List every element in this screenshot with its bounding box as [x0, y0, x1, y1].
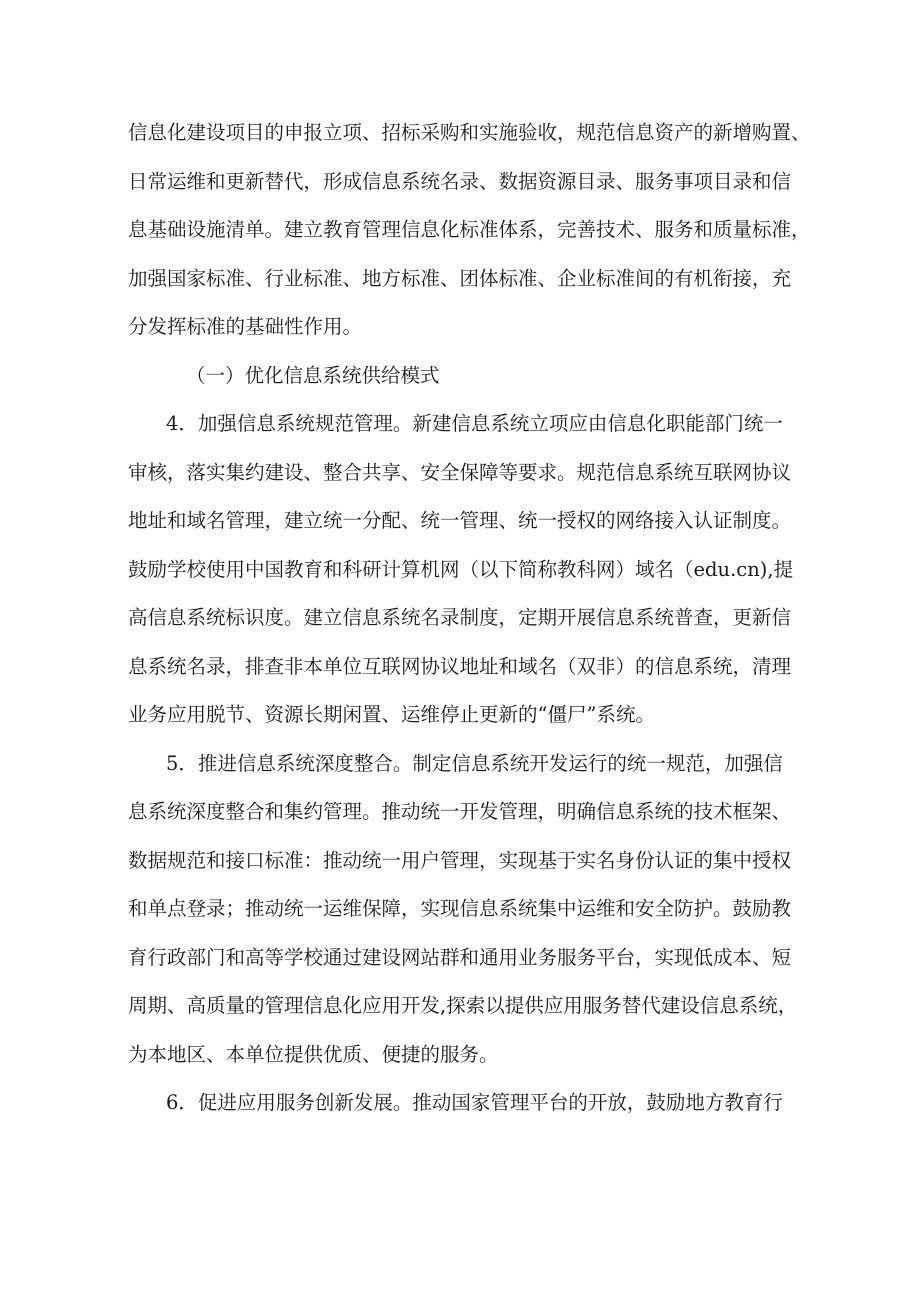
- section-heading: （一）优化信息系统供给模式: [186, 364, 440, 387]
- paragraph-line: 分发挥标准的基础性作用。: [128, 315, 363, 338]
- item-6-line: 6．促进应用服务创新发展。推动国家管理平台的开放，鼓励地方教育行: [166, 1091, 783, 1114]
- item-4-line: 鼓励学校使用中国教育和科研计算机网（以下简称教科网）域名（edu.cn),提: [128, 558, 794, 581]
- item-4-line: 息系统名录，排查非本单位互联网协议地址和域名（双非）的信息系统，清理: [128, 655, 792, 678]
- item-5-line: 周期、高质量的管理信息化应用开发,探索以提供应用服务替代建设信息系统，: [128, 994, 798, 1017]
- item-5-line: 为本地区、本单位提供优质、便捷的服务。: [128, 1043, 499, 1066]
- item-4-line: 4．加强信息系统规范管理。新建信息系统立项应由信息化职能部门统一: [166, 412, 783, 435]
- paragraph-line: 日常运维和更新替代，形成信息系统名录、数据资源目录、服务事项目录和信: [128, 170, 792, 193]
- paragraph-line: 信息化建设项目的申报立项、招标采购和实施验收，规范信息资产的新增购置、: [128, 121, 811, 144]
- item-5-line: 和单点登录；推动统一运维保障，实现信息系统集中运维和安全防护。鼓励教: [128, 897, 792, 920]
- item-4-line: 审核，落实集约建设、整合共享、安全保障等要求。规范信息系统互联网协议: [128, 461, 792, 484]
- item-5-line: 5．推进信息系统深度整合。制定信息系统开发运行的统一规范，加强信: [166, 752, 783, 775]
- item-4-line: 地址和域名管理，建立统一分配、统一管理、统一授权的网络接入认证制度。: [128, 509, 792, 532]
- item-5-line: 育行政部门和高等学校通过建设网站群和通用业务服务平台，实现低成本、短: [128, 946, 792, 969]
- paragraph-line: 息基础设施清单。建立教育管理信息化标准体系，完善技术、服务和质量标准，: [128, 218, 811, 241]
- item-4-line: 业务应用脱节、资源长期闲置、运维停止更新的“僵尸”系统。: [128, 703, 655, 726]
- item-4-line: 高信息系统标识度。建立信息系统名录制度，定期开展信息系统普查，更新信: [128, 606, 792, 629]
- paragraph-line: 加强国家标准、行业标准、地方标准、团体标准、企业标准间的有机衔接，充: [128, 267, 792, 290]
- item-5-line: 数据规范和接口标准：推动统一用户管理，实现基于实名身份认证的集中授权: [128, 849, 792, 872]
- item-5-line: 息系统深度整合和集约管理。推动统一开发管理，明确信息系统的技术框架、: [128, 800, 792, 823]
